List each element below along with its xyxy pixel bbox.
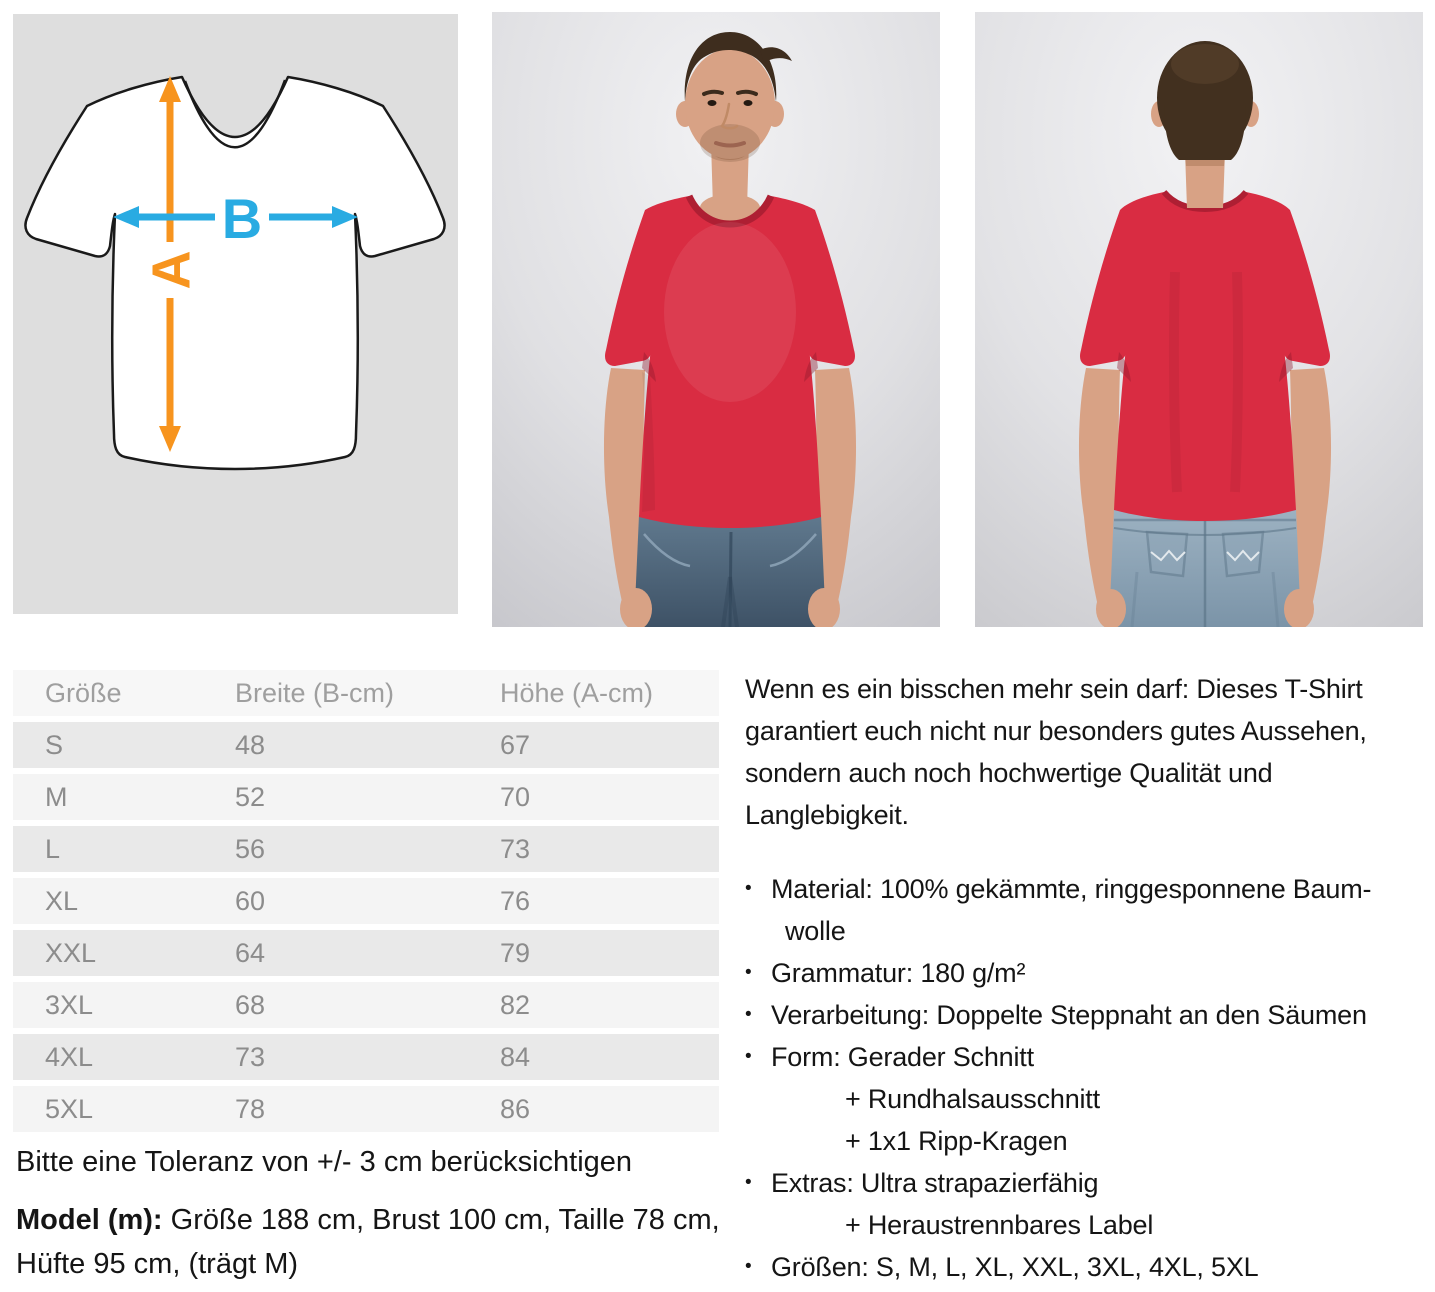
breite-cell: 48 xyxy=(235,729,266,760)
eye-left xyxy=(708,100,717,106)
size-cell: S xyxy=(45,729,64,760)
intro-line: Langlebigkeit. xyxy=(745,800,909,830)
neck xyxy=(1185,152,1225,208)
size-cell: 3XL xyxy=(45,989,94,1020)
size-row-l xyxy=(13,826,719,872)
bullet-icon: • xyxy=(745,1172,752,1193)
hoehe-cell: 70 xyxy=(500,781,531,812)
size-row-4xl xyxy=(13,1034,719,1080)
model-back-illustration xyxy=(975,12,1423,627)
feature-text: Größen: S, M, L, XL, XXL, 3XL, 4XL, 5XL xyxy=(771,1252,1259,1282)
breite-cell: 78 xyxy=(235,1093,266,1124)
tshirt-back xyxy=(1080,192,1330,521)
feature-material-wrap: wolle xyxy=(785,916,846,946)
breite-cell: 64 xyxy=(235,937,266,968)
col-header-groesse: Größe xyxy=(45,677,122,708)
intro-line: sondern auch noch hochwertige Qualität und xyxy=(745,758,1273,788)
feature-form-sub1: + Rundhalsausschnitt xyxy=(845,1084,1100,1114)
size-cell: M xyxy=(45,781,68,812)
intro-line: Wenn es ein bisschen mehr sein darf: Dieses T-Shirt xyxy=(745,674,1363,704)
size-diagram-panel xyxy=(13,14,458,614)
size-row-xl xyxy=(13,878,719,924)
hoehe-cell: 84 xyxy=(500,1041,531,1072)
model-note-line1 xyxy=(16,1198,720,1242)
size-row-s xyxy=(13,722,719,768)
size-cell: XL xyxy=(45,885,79,916)
col-header-breite: Breite (B-cm) xyxy=(235,677,395,708)
size-cell: 4XL xyxy=(45,1041,94,1072)
feature-list xyxy=(745,868,1423,1288)
description-intro xyxy=(745,668,1423,836)
label-a: A xyxy=(141,250,202,290)
model-photo-back xyxy=(975,12,1423,627)
intro-line: garantiert euch nicht nur besonders gutes Aussehen, xyxy=(745,716,1367,746)
feature-text: Verarbeitung: Doppelte Steppnaht an den Säumen xyxy=(771,1000,1367,1030)
bullet-icon: • xyxy=(745,1046,752,1067)
jeans-back xyxy=(1109,508,1301,627)
hair-highlight xyxy=(1171,44,1239,84)
feature-text: Grammatur: 180 g/m² xyxy=(771,958,1026,988)
tolerance-note: Bitte eine Toleranz von +/- 3 cm berücksichtigen xyxy=(16,1146,633,1178)
bullet-icon: • xyxy=(745,1256,752,1277)
feature-groessen xyxy=(745,1246,1423,1288)
feature-material xyxy=(745,868,1423,910)
size-cell: 5XL xyxy=(45,1093,94,1124)
size-row-3xl xyxy=(13,982,719,1028)
model-measurements-note xyxy=(16,1198,720,1286)
bullet-icon: • xyxy=(745,962,752,983)
size-table-header xyxy=(13,670,719,716)
hoehe-cell: 73 xyxy=(500,833,531,864)
feature-text: Material: 100% gekämmte, ringgesponnene Baum- xyxy=(771,874,1372,904)
feature-extras-sub1: + Heraustrennbares Label xyxy=(845,1210,1154,1240)
feature-verarbeitung xyxy=(745,994,1423,1036)
feature-form-sub2: + 1x1 Ripp-Kragen xyxy=(845,1126,1068,1156)
breite-cell: 52 xyxy=(235,781,266,812)
size-row-5xl xyxy=(13,1086,719,1132)
eye-right xyxy=(744,100,753,106)
hoehe-cell: 76 xyxy=(500,885,531,916)
feature-form xyxy=(745,1036,1423,1078)
feature-grammatur xyxy=(745,952,1423,994)
model-measurements: Größe 188 cm, Brust 100 cm, Taille 78 cm, xyxy=(162,1204,720,1236)
breite-cell: 60 xyxy=(235,885,266,916)
breite-cell: 73 xyxy=(235,1041,266,1072)
col-header-hoehe: Höhe (A-cm) xyxy=(500,677,654,708)
feature-text: Extras: Ultra strapazierfähig xyxy=(771,1168,1099,1198)
stubble xyxy=(700,124,760,162)
hair-nape xyxy=(1164,104,1246,160)
breite-cell: 56 xyxy=(235,833,266,864)
model-photo-front xyxy=(492,12,940,627)
product-description xyxy=(745,668,1423,1288)
feature-text: Form: Gerader Schnitt xyxy=(771,1042,1034,1072)
size-row-m xyxy=(13,774,719,820)
size-row-xxl xyxy=(13,930,719,976)
hoehe-cell: 82 xyxy=(500,989,531,1020)
feature-extras xyxy=(745,1162,1423,1204)
label-b: B xyxy=(221,187,263,251)
jeans xyxy=(634,515,826,627)
bullet-icon: • xyxy=(745,878,752,899)
breite-cell: 68 xyxy=(235,989,266,1020)
hoehe-cell: 79 xyxy=(500,937,531,968)
model-front-illustration xyxy=(492,12,940,627)
size-cell: L xyxy=(45,833,61,864)
tshirt-measure-diagram xyxy=(13,14,458,614)
model-label: Model (m): xyxy=(16,1204,163,1236)
size-table xyxy=(13,670,719,1138)
hoehe-cell: 67 xyxy=(500,729,531,760)
hoehe-cell: 86 xyxy=(500,1093,531,1124)
model-note-line2: Hüfte 95 cm, (trägt M) xyxy=(16,1248,299,1280)
size-cell: XXL xyxy=(45,937,97,968)
bullet-icon: • xyxy=(745,1004,752,1025)
